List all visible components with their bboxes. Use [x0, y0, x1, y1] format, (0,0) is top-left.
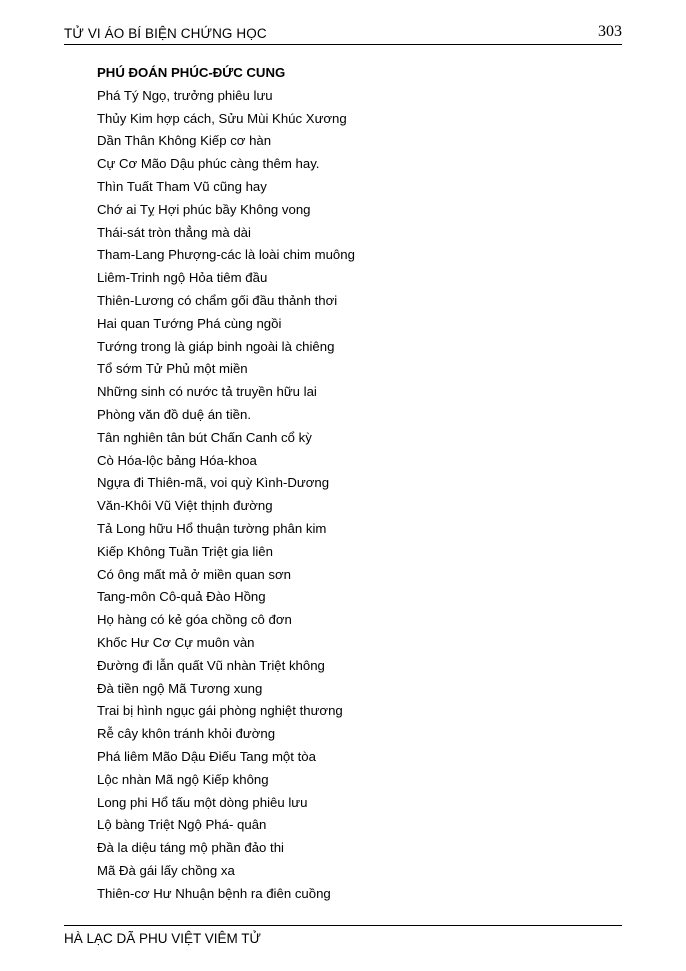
verse-line: Tướng trong là giáp binh ngoài là chiêng — [97, 338, 335, 354]
page-header — [64, 22, 622, 45]
verse-line: Lộ bàng Triệt Ngộ Phá- quân — [97, 817, 267, 833]
verse-line: Thìn Tuất Tham Vũ cũng hay — [97, 178, 267, 194]
verse-line: Tổ sớm Tử Phủ một miền — [97, 361, 248, 377]
verse-line: Cự Cơ Mão Dậu phúc càng thêm hay. — [97, 156, 320, 172]
verse-line: Đà la diệu táng mộ phần đảo thi — [97, 840, 284, 856]
verse-line: Phá liêm Mão Dậu Điếu Tang một tòa — [97, 748, 316, 764]
verse-line: Rễ cây khôn tránh khỏi đường — [97, 726, 276, 742]
verse-line: Có ông mất mả ở miền quan sơn — [97, 566, 291, 582]
verse-line: Lộc nhàn Mã ngộ Kiếp không — [97, 771, 269, 787]
verse-line: Văn-Khôi Vũ Việt thịnh đường — [97, 498, 273, 514]
verse-line: Thái-sát tròn thẳng mà dài — [97, 224, 251, 240]
verse-line: Khốc Hư Cơ Cự muôn vàn — [97, 634, 255, 650]
verse-line: Chớ ai Tỵ Hợi phúc bầy Không vong — [97, 201, 311, 217]
verse-line: Long phi Hổ tấu một dòng phiêu lưu — [97, 794, 308, 810]
verse-line: Hai quan Tướng Phá cùng ngồi — [97, 315, 282, 331]
verse-line: Tang-môn Cô-quả Đào Hồng — [97, 589, 266, 605]
page-number: 303 — [598, 23, 622, 40]
running-title: TỬ VI ÁO BÍ BIỆN CHỨNG HỌC — [64, 26, 267, 41]
verse-line: Đà tiền ngộ Mã Tương xung — [97, 680, 263, 696]
verse-line: Trai bị hình ngục gái phòng nghiệt thương — [97, 703, 343, 719]
verse-line: Họ hàng có kẻ góa chồng cô đơn — [97, 612, 292, 628]
verse-line: Thiên-Lương có chẩm gối đầu thảnh thơi — [97, 292, 338, 308]
main-content — [97, 62, 617, 905]
verse-line: Liêm-Trinh ngộ Hỏa tiêm đầu — [97, 270, 268, 286]
verse-line: Cò Hóa-lộc bảng Hóa-khoa — [97, 452, 257, 468]
verse-line: Ngựa đi Thiên-mã, voi quỳ Kình-Dương — [97, 475, 330, 491]
verse-list — [97, 85, 617, 906]
section-title: PHÚ ĐOÁN PHÚC-ĐỨC CUNG — [97, 65, 286, 80]
verse-line: Thiên-cơ Hư Nhuận bệnh ra điên cuồng — [97, 885, 331, 901]
verse-line: Tham-Lang Phượng-các là loài chim muông — [97, 247, 355, 263]
page-footer — [64, 925, 622, 946]
verse-line: Phòng văn đồ duệ án tiền. — [97, 406, 251, 422]
verse-line: Những sinh có nước tả truyền hữu lai — [97, 384, 317, 400]
verse-line: Kiếp Không Tuần Triệt gia liên — [97, 543, 273, 559]
verse-line: Tả Long hữu Hổ thuận tường phân kim — [97, 520, 327, 536]
verse-line: Tân nghiên tân bút Chấn Canh cổ kỳ — [97, 429, 312, 445]
verse-line: Đường đi lẫn quất Vũ nhàn Triệt không — [97, 657, 325, 673]
verse-line: Thủy Kim hợp cách, Sửu Mùi Khúc Xương — [97, 110, 347, 126]
verse-line: Phá Tý Ngọ, trưởng phiêu lưu — [97, 87, 273, 103]
verse-line: Dần Thân Không Kiếp cơ hàn — [97, 133, 272, 149]
footer-author: HÀ LẠC DÃ PHU VIỆT VIÊM TỬ — [64, 931, 262, 946]
verse-line: Mã Đà gái lấy chồng xa — [97, 862, 235, 878]
